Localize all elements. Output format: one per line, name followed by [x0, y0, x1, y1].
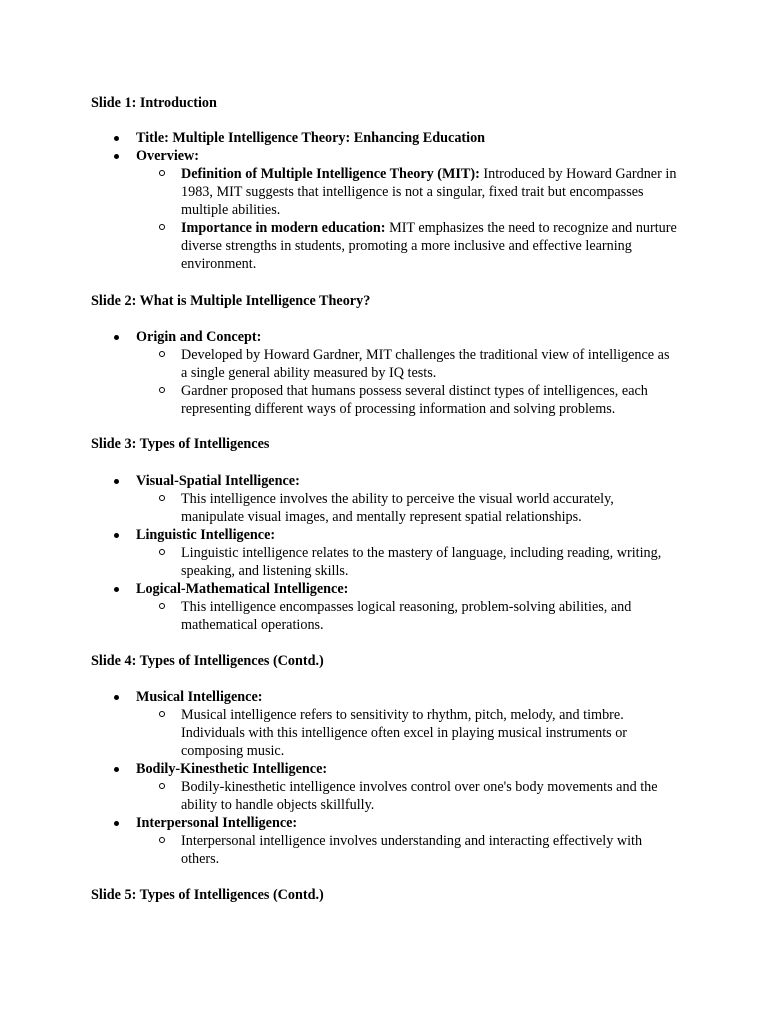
- group-list: [136, 598, 686, 634]
- slide-1-overview-item: [0, 147, 686, 273]
- slide-1-title: Title: Multiple Intelligence Theory: Enhancing Education: [136, 130, 486, 146]
- slide-1-overview-list: [136, 165, 686, 273]
- slide-2-origin-list: [136, 346, 686, 418]
- slide-3-heading: Slide 3: Types of Intelligences: [91, 436, 270, 452]
- list-item: [136, 165, 678, 219]
- list-item: This intelligence encompasses logical reasoning, problem-solving abilities, and mathematical operations.: [136, 598, 678, 634]
- slide-3-group: [0, 526, 686, 580]
- list-item: Gardner proposed that humans possess several distinct types of intelligences, each representing different ways of processing information and solving problems.: [136, 382, 678, 418]
- list-item: Bodily-kinesthetic intelligence involves control over one's body movements and the ability to handle objects skillfully.: [136, 778, 678, 814]
- slide-1-heading: Slide 1: Introduction: [91, 95, 217, 111]
- slide-1-title-item: [0, 129, 686, 147]
- group-label: Linguistic Intelligence:: [136, 527, 276, 543]
- slide-2-origin-item: [0, 328, 686, 418]
- list-item: Musical intelligence refers to sensitivity to rhythm, pitch, melody, and timbre. Individuals with this intelligence often excel in playing musical instruments or composing music.: [136, 706, 678, 760]
- item-term: Importance in modern education:: [181, 220, 386, 236]
- group-list: [136, 778, 686, 814]
- list-item: [136, 219, 678, 273]
- group-label: Logical-Mathematical Intelligence:: [136, 581, 349, 597]
- slide-5-heading: Slide 5: Types of Intelligences (Contd.): [91, 887, 324, 903]
- slide-1-overview-label: Overview:: [136, 148, 200, 164]
- slide-4-group: [0, 688, 686, 760]
- group-list: [136, 706, 686, 760]
- slide-3-group: [0, 580, 686, 634]
- group-list: [136, 490, 686, 526]
- slide-1-list: [0, 129, 768, 273]
- slide-4-list: [0, 688, 768, 868]
- slide-2-origin-label: Origin and Concept:: [136, 329, 262, 345]
- group-label: Interpersonal Intelligence:: [136, 815, 298, 831]
- list-item: Developed by Howard Gardner, MIT challenges the traditional view of intelligence as a single general ability measured by IQ tests.: [136, 346, 678, 382]
- slide-2-list: [0, 328, 768, 418]
- list-item: Linguistic intelligence relates to the mastery of language, including reading, writing, speaking, and listening skills.: [136, 544, 678, 580]
- group-list: [136, 832, 686, 868]
- slide-4-group: [0, 814, 686, 868]
- group-label: Bodily-Kinesthetic Intelligence:: [136, 761, 328, 777]
- slide-2-heading: Slide 2: What is Multiple Intelligence Theory?: [91, 293, 371, 309]
- list-item: Interpersonal intelligence involves understanding and interacting effectively with others.: [136, 832, 678, 868]
- group-label: Visual-Spatial Intelligence:: [136, 473, 300, 489]
- slide-3-list: [0, 472, 768, 634]
- slide-3-group: [0, 472, 686, 526]
- list-item: This intelligence involves the ability to perceive the visual world accurately, manipulate visual images, and mentally represent spatial relationships.: [136, 490, 678, 526]
- item-text: Introduced by Howard Gardner in 1983, MIT suggests that intelligence is not a singular, fixed trait but encompasses multiple abilities.: [181, 166, 677, 218]
- item-text: MIT emphasizes the need to recognize and nurture diverse strengths in students, promoting a more inclusive and effective learning environment.: [181, 220, 677, 272]
- slide-4-group: [0, 760, 686, 814]
- slide-4-heading: Slide 4: Types of Intelligences (Contd.): [91, 653, 324, 669]
- group-list: [136, 544, 686, 580]
- group-label: Musical Intelligence:: [136, 689, 263, 705]
- item-term: Definition of Multiple Intelligence Theory (MIT):: [181, 166, 480, 182]
